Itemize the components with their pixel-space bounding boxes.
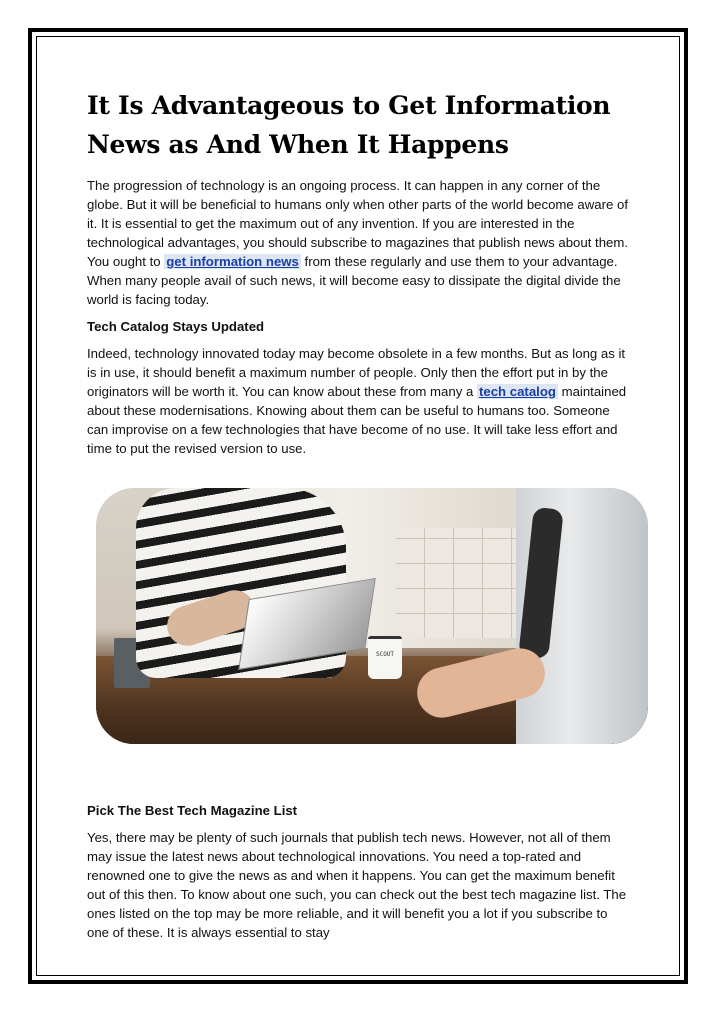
intro-text-start: The progression of technology is an ongoing process. It can happen in any corner of the globe. But it will be beneficial to humans only when other parts of the world become aware of it. It is essential to get the maximum out of any invention. If you are interested in the technological advantages, you should subscribe to magazines that publish news about them. You ought to bbox=[87, 178, 629, 269]
article-body bbox=[87, 86, 632, 458]
section-heading-tech-catalog: Tech Catalog Stays Updated bbox=[87, 319, 265, 334]
article-title: It Is Advantageous to Get Information News as And When It Happens bbox=[87, 91, 611, 159]
photo-mug-label: SCOUT bbox=[375, 651, 395, 658]
section-heading-best-list: Pick The Best Tech Magazine List bbox=[87, 803, 298, 818]
best-list-paragraph: Yes, there may be plenty of such journals that publish tech news. However, not all of them may issue the latest news about technological innovations. You need a top-rated and renowned one to give the news as and when it happens. You can get the maximum benefit out of this then. To know about one such, you can check out the best tech magazine list. The ones listed on the top may be more reliable, and it will benefit you a lot if you subscribe to one of these. It is always essential to stay bbox=[87, 830, 627, 940]
intro-text-end: from these regularly and use them to your advantage. When many people avail of such news, it will become easy to dissipate the digital divide the world is facing today. bbox=[87, 254, 621, 307]
tech-catalog-link[interactable]: tech catalog bbox=[478, 384, 556, 399]
photo-mug bbox=[368, 636, 402, 679]
tech-catalog-paragraph bbox=[87, 344, 632, 458]
article-photo bbox=[96, 488, 648, 744]
get-information-news-link[interactable]: get information news bbox=[166, 254, 299, 269]
photo-tiles bbox=[396, 528, 516, 638]
section-best-magazine-list bbox=[87, 793, 632, 942]
tech-catalog-text-start: Indeed, technology innovated today may become obsolete in a few months. But as long as it is in use, it should benefit a maximum number of people. Only then the effort put in by the originators will be worth it. You can know about these from many a bbox=[87, 346, 626, 399]
tech-catalog-text-end: maintained about these modernisations. Knowing about them can be useful to humans too. Someone can improvise on a few technologies that have become of no use. It will take less effort and time to put the revised version to use. bbox=[87, 384, 627, 456]
intro-paragraph bbox=[87, 176, 632, 309]
